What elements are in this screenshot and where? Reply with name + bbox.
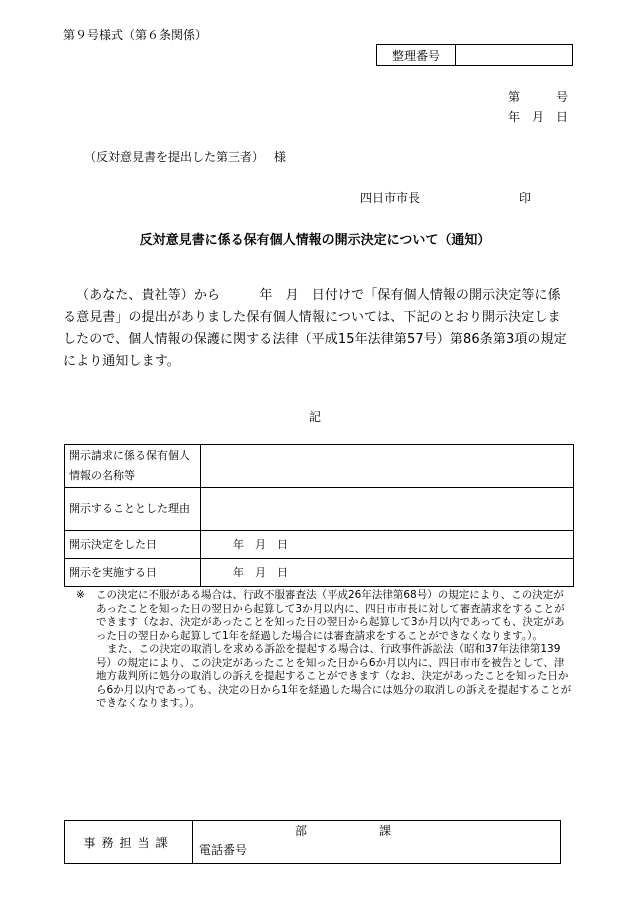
ki-heading: 記 xyxy=(308,410,321,424)
form-number: 第９号様式（第６条関係） xyxy=(63,28,208,42)
document-title: 反対意見書に係る保有個人情報の開示決定について（通知） xyxy=(139,233,491,248)
note-paragraph xyxy=(72,643,572,711)
disclosure-date: 年 月 日 xyxy=(233,565,288,579)
detail-value[interactable] xyxy=(201,559,574,587)
detail-value[interactable] xyxy=(201,445,574,488)
document-date-line: 年 月 日 xyxy=(507,110,568,124)
table-row xyxy=(65,445,574,488)
note-text-2: また、この決定の取消しを求める訴訟を提起する場合は、行政事件訴訟法（昭和37年法律第139号）の規定により、この決定があったことを知った日から6か月以内に、四日市市を被告として、津地方裁判所に処分の取消しの訴えを提起することができます（なお、決定があったことを知った日から6か月以内であっても、決定の日から1年を経過した場合には処分の取消しの訴えを提起することができなくなります。）。 xyxy=(96,643,572,709)
table-row xyxy=(65,531,574,559)
table-row xyxy=(65,488,574,531)
note-paragraph xyxy=(72,589,572,643)
notes xyxy=(72,589,572,711)
addressee: （反対意見書を提出した第三者） 様 xyxy=(84,150,286,164)
reference-number-label: 整理番号 xyxy=(377,45,456,66)
details-table xyxy=(64,444,574,587)
decision-date: 年 月 日 xyxy=(233,537,288,551)
office-info xyxy=(193,821,561,864)
department-line: 部 課 xyxy=(295,824,392,838)
seal-mark: 印 xyxy=(519,191,532,205)
reference-number-field[interactable] xyxy=(456,45,573,66)
note-text-1: この決定に不服がある場合は、行政不服審査法（平成26年法律第68号）の規定により、この決定があったことを知った日の翌日から起算して3か月以内に、四日市市長に対して審査請求をすることができます（なお、決定があったことを知った日の翌日から起算して3か月以内であっても、決定があった日の翌日から起算して1年を経過した場合には審査請求をすることができなくなります。）。 xyxy=(96,589,565,642)
detail-value[interactable] xyxy=(201,531,574,559)
table-row xyxy=(65,559,574,587)
detail-label: 開示することとした理由 xyxy=(65,488,201,531)
detail-value[interactable] xyxy=(201,488,574,531)
detail-label: 開示決定をした日 xyxy=(65,531,201,559)
phone-label: 電話番号 xyxy=(199,843,248,857)
body-text: （あなた、貴社等）から 年 月 日付けで「保有個人情報の開示決定等に係る意見書」の提出がありました保有個人情報については、下記のとおり開示決定しましたので、個人情報の保護に関する法律（平成15年法律第57号）第86条第3項の規定により通知します。 xyxy=(63,288,567,369)
office-box xyxy=(64,820,561,864)
detail-label: 開示請求に係る保有個人情報の名称等 xyxy=(65,445,201,488)
note-mark: ※ xyxy=(76,589,85,601)
reference-number-box xyxy=(376,44,573,66)
office-label: 事務担当課 xyxy=(65,821,193,864)
detail-label: 開示を実施する日 xyxy=(65,559,201,587)
issuer: 四日市市長 xyxy=(360,191,421,205)
document-number-line: 第 号 xyxy=(507,90,568,104)
